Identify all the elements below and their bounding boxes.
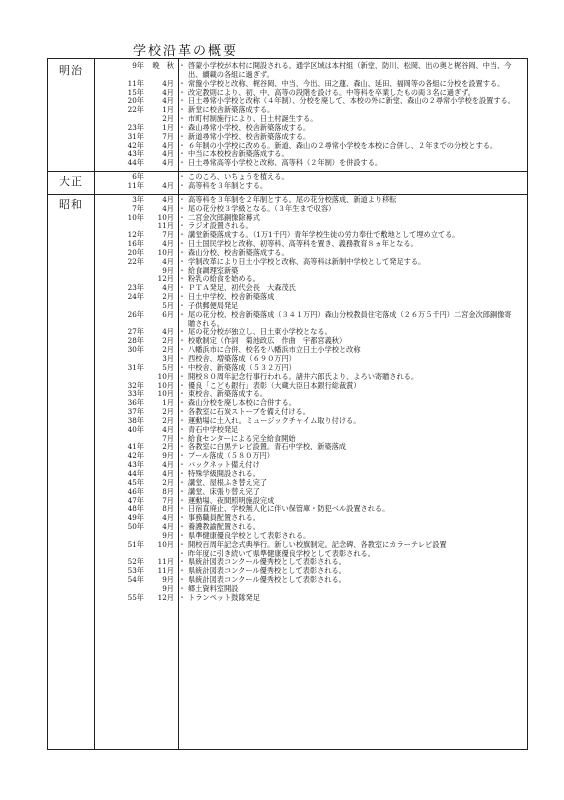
entry-month: 1月 [162,398,174,408]
entry-text: 常盤小学校と改称、梶谷岡、中当、今出、田之蓮、森山、延田、福岡等の各組に分校を設置する。 [188,78,505,88]
entry-month: 7月 [162,131,174,141]
entry-month: 4月 [162,203,174,213]
entry-text: 日土中学校、校舎新築落成 [188,292,275,302]
bullet-mark: ・ [178,180,186,190]
entry-text: 中当に本校校舎新築落成する。 [188,149,289,159]
entry-year: 3年 [132,194,144,204]
entry-month: 10月 [157,539,174,549]
entry-text: 青石中学校発足 [188,424,239,434]
bullet-mark: ・ [178,442,186,452]
entry-year: 52年 [127,557,144,567]
bullet-mark: ・ [178,149,186,159]
entry-text: 昨年度に引き続いて県準健康優良学校として表彰される。 [188,548,375,558]
entry-year: 36年 [127,398,144,408]
entry-year: 22年 [127,105,144,115]
entry-month: 8月 [162,504,174,514]
bullet-mark: ・ [178,380,186,390]
entry-text: このころ、いちょうを植える。 [188,172,289,182]
history-entry [48,293,527,302]
history-entry [48,62,527,80]
entry-text: 給食調理室新築 [188,265,239,275]
entry-month: 2月 [162,442,174,452]
era-separator [48,171,527,172]
bullet-mark: ・ [178,221,186,231]
entry-month: 1月 [162,105,174,115]
entry-text: 各教室に白黒テレビ設置。青石中学校、新築落成 [188,442,346,452]
bullet-mark: ・ [178,256,186,266]
entry-year [48,267,146,276]
era-spacer [48,603,527,608]
history-entry [48,452,527,461]
entry-month: 4月 [162,194,174,204]
entry-month: 4月 [162,239,174,249]
bullet-mark: ・ [178,212,186,222]
history-entry [48,514,527,523]
bullet-mark: ・ [178,172,186,182]
bullet-mark: ・ [178,239,186,249]
bullet-mark: ・ [178,539,186,549]
entry-text: 粉乳の給食を始める。 [188,274,260,284]
entry-month: 4月 [162,283,174,293]
bullet-mark: ・ [178,158,186,168]
entry-year: 50年 [127,522,144,532]
entry-year: 23年 [127,283,144,293]
entry-text: 尾の花分校が独立し、日土東小学校となる。 [188,327,332,337]
bullet-mark: ・ [178,592,186,602]
entry-year: 54年 [127,575,144,585]
history-entry [48,505,527,514]
entry-month: 8月 [162,486,174,496]
entry-year: 44年 [127,158,144,168]
entry-month: 3月 [162,354,174,363]
entry-year: 12年 [127,230,144,240]
bullet-mark: ・ [178,131,186,141]
entry-month: 4月 [162,87,174,97]
entry-year: 31年 [127,131,144,141]
entry-year: 49年 [127,513,144,523]
entry-year: 42年 [127,140,144,150]
entry-text: 県統計図表コンクール優秀校として表彰される。 [188,557,346,567]
entry-text: 新堂に校舎新築落成する。 [188,105,275,115]
era-label: 昭和 [59,198,83,211]
entry-month: 10月 [157,389,174,399]
entry-text: 運動場に土入れ。ミュージックチャイム取り付ける。 [188,415,361,425]
entry-month: 4月 [162,522,174,532]
history-entry [48,205,527,214]
bullet-mark: ・ [178,247,186,257]
entry-text: 二宮金次郎銅像除幕式 [188,212,260,222]
entry-year: 9年 [132,61,144,70]
entry-text: 改定教則により、初、中、高等の段階を設ける。中等科を卒業したもの両３名に過ぎず。 [188,87,475,97]
entry-month: 4月 [162,468,174,478]
bullet-mark: ・ [178,389,186,399]
entry-month: 7月 [162,230,174,240]
bullet-mark: ・ [178,415,186,425]
entry-text: 県準健康優良学校として表彰される。 [188,530,311,540]
bullet-mark: ・ [178,87,186,97]
bullet-mark: ・ [178,583,186,593]
entry-text: 運動場、夜間照明施設完成 [188,495,275,505]
entry-year: 40年 [127,424,144,434]
era-separator [48,194,527,195]
entry-text: 校歌制定（作詞 菊池政広 作曲 宇都宮義秋） [188,336,347,346]
entry-month: 晩 秋 [152,61,174,70]
bullet-mark: ・ [178,433,186,443]
entry-text: 森山分校を廃し本校に合併する。 [188,398,296,408]
entry-month: 10月 [157,380,174,390]
bullet-mark: ・ [178,114,186,124]
entry-text: 各教室に石炭ストーブを備え付ける。 [188,407,310,417]
history-entry [48,461,527,470]
entry-text: 日土尋常小学校と改称（４年制）、分校を廃して、本校の外に新堂、森山の２尋常小学校を設置する。 [188,96,515,106]
history-entry [48,443,527,452]
bullet-mark: ・ [178,336,186,346]
entry-month: 1月 [162,122,174,132]
entry-text: 県統計図表コンクール優秀校として表彰される。 [188,575,346,585]
history-entry [48,417,527,426]
history-entry [48,311,527,329]
history-entry [48,97,527,106]
entry-month: 4月 [162,158,174,168]
history-entry [48,258,527,267]
entry-year: 10年 [127,212,144,222]
bullet-mark: ・ [178,61,186,70]
entry-year: 28年 [127,336,144,346]
entry-text: 西校舎、増築落成（６９０万円） [188,354,296,363]
entry-month: 4月 [162,78,174,88]
bullet-mark: ・ [178,265,186,275]
entry-month: 5月 [162,362,174,372]
entry-year: 16年 [127,239,144,249]
bullet-mark: ・ [178,78,186,88]
bullet-mark: ・ [178,354,186,363]
entry-text: 郷土資料室開設 [188,583,239,593]
entry-month: 9月 [162,265,174,275]
entry-month: 9月 [162,583,174,593]
entry-text: 事務職員配置される。 [188,513,260,523]
entry-text: 開校８０周年記念行事行われる。諸井六郎氏より、よろい寄贈される。 [188,371,419,381]
bullet-mark: ・ [178,371,186,381]
entry-month: 2月 [162,345,174,355]
history-entry [48,267,527,276]
history-entry [48,159,527,168]
bullet-mark: ・ [178,96,186,106]
entry-year: 38年 [127,415,144,425]
bullet-mark: ・ [178,522,186,532]
bullet-mark: ・ [178,309,186,319]
entry-month: 2月 [162,292,174,302]
entry-text: 特殊学級開設される。 [188,468,260,478]
entry-month: 4月 [162,256,174,266]
entry-year: 33年 [127,389,144,399]
bullet-mark: ・ [178,300,186,310]
entry-month: 6月 [162,309,174,319]
entry-year: 20年 [127,247,144,257]
entry-year: 43年 [127,149,144,159]
entry-text: 講堂新築落成する。（1万1千円）青年学校生徒の労力奉仕で敷地として埋め立てる。 [188,230,460,240]
entry-month: 4月 [162,96,174,106]
entry-month: 10月 [157,371,174,381]
entry-month: 11月 [157,557,174,567]
entry-year: 47年 [127,495,144,505]
bullet-mark: ・ [178,230,186,240]
history-entry [48,488,527,497]
entry-month: 2月 [162,114,174,124]
entry-text: 尾の花分校３学級となる。（３年生まで収容） [188,203,336,213]
entry-text: 新道尋常小学校、校舎新築落成する。 [188,131,311,141]
history-entry [48,214,527,223]
bullet-mark: ・ [178,292,186,302]
era-label: 大正 [59,175,83,188]
entry-year: 26年 [127,309,144,319]
entry-year: 11年 [127,180,144,190]
entry-year: 44年 [127,468,144,478]
bullet-mark: ・ [178,495,186,505]
history-entry [48,182,527,191]
entry-text: 八幡浜市に合併、校名を八幡浜市立日土小学校と改称 [188,345,361,355]
history-rows [48,62,527,608]
entry-month: 4月 [162,180,174,190]
entry-month: 12月 [157,274,174,284]
era-label: 明治 [59,64,83,77]
bullet-mark: ・ [178,451,186,461]
entry-text: 給食センターによる完全給食開始 [188,433,296,443]
bullet-mark: ・ [178,424,186,434]
history-entry [48,382,527,391]
entry-year: 48年 [127,504,144,514]
entry-month: 12月 [157,592,174,602]
entry-year: 32年 [127,380,144,390]
bullet-mark: ・ [178,140,186,150]
bullet-mark: ・ [178,468,186,478]
entry-year: 15年 [127,87,144,97]
entry-month: 4月 [162,140,174,150]
entry-year: 55年 [127,592,144,602]
entry-month: 2月 [162,477,174,487]
entry-text: 講堂、床張り替え完了 [188,486,260,496]
bullet-mark: ・ [178,203,186,213]
entry-text: 県統計図表コンクール優秀校として表彰される。 [188,566,346,576]
entry-text: 東校舎、新築落成する。 [188,389,268,399]
entry-year: 51年 [127,539,144,549]
page-title: 学校沿革の概要 [133,44,239,59]
entry-year: 11年 [127,78,144,88]
entry-text: ラジオ設置される。 [188,221,253,231]
bullet-mark: ・ [178,274,186,284]
entry-year: 27年 [127,327,144,337]
entry-text: バックネット備え付け [188,460,260,470]
entry-month: 10月 [157,247,174,257]
history-entry [48,585,527,594]
entry-year: 7年 [132,203,144,213]
bullet-mark: ・ [178,194,186,204]
bullet-mark: ・ [178,362,186,372]
entry-month: 9月 [162,575,174,585]
entry-month: 9月 [162,451,174,461]
entry-year: 45年 [127,477,144,487]
entry-year: 30年 [127,345,144,355]
bullet-mark: ・ [178,530,186,540]
history-entry [48,173,527,182]
entry-month: 4月 [162,149,174,159]
entry-month: 2月 [162,336,174,346]
entry-month: 10月 [157,212,174,222]
bullet-mark: ・ [178,398,186,408]
entry-text: 啓蒙小学校が本村に開設される。通学区域は本村組（新堂、防川、松岡、出の奥と梶谷岡、中当、今出、續載の各組に過ぎず。 [188,61,512,79]
bullet-mark: ・ [178,327,186,337]
entry-text: ６年制の小学校に改める。新道、森山の２尋常小学校を本校に合併し、２年までの分校とする。 [188,140,498,150]
entry-text: 講堂、屋根ふき替え完了 [188,477,268,487]
history-entry [48,594,527,603]
entry-text: 子供郵便局発足 [188,300,239,310]
bullet-mark: ・ [178,122,186,132]
bullet-mark: ・ [178,575,186,585]
entry-month: 9月 [162,530,174,540]
entry-text: 学制改革により日土小学校と改称、高等科は新制中学校として発足する。 [188,256,426,266]
entry-month: 4月 [162,424,174,434]
entry-text: 日土尋常高等小学校と改称、高等科（２年制）を併設する。 [188,158,383,168]
history-entry [48,576,527,585]
bullet-mark: ・ [178,105,186,115]
history-entry [48,470,527,479]
history-table [47,58,528,750]
bullet-mark: ・ [178,407,186,417]
entry-year: 20年 [127,96,144,106]
entry-month: 2月 [162,415,174,425]
history-entry [48,284,527,293]
bullet-mark: ・ [178,486,186,496]
entry-year: 41年 [127,442,144,452]
entry-month: 7月 [162,495,174,505]
entry-text: 日宿直廃止、学校無人化に伴い保管庫・防犯ベル設置される。 [188,504,390,514]
entry-text: プール落成（５８０万円） [188,451,274,461]
bullet-mark: ・ [178,566,186,576]
history-entry [48,479,527,488]
entry-month: 2月 [162,407,174,417]
entry-year: 53年 [127,566,144,576]
bullet-mark: ・ [178,283,186,293]
bullet-mark: ・ [178,345,186,355]
entry-text: 市町村制施行により、日土村誕生する。 [188,114,318,124]
entry-year: 22年 [127,256,144,266]
entry-year: 23年 [127,122,144,132]
entry-year: 24年 [127,292,144,302]
entry-month: 4月 [162,460,174,470]
entry-text: 高等科を３年制を２年制とする。尾の花分校落成、新道より移転 [188,194,397,204]
entry-text: 高等科を３年制とする。 [188,180,268,190]
entry-month: 4月 [162,513,174,523]
entry-text: ＰＴＡ発足、初代会長 大森茂氏 [188,283,296,293]
entry-year: 46年 [127,486,144,496]
bullet-mark: ・ [178,513,186,523]
bullet-mark: ・ [178,504,186,514]
bullet-mark: ・ [178,460,186,470]
entry-month: 11月 [157,221,174,231]
entry-month: 11月 [157,566,174,576]
entry-text: トランペット鼓隊発足 [188,592,260,602]
bullet-mark: ・ [178,548,186,558]
entry-text: 森山分校、校舎新築落成する。 [188,247,289,257]
entry-year: 42年 [127,451,144,461]
entry-text: 中校舎、新築落成（５３２万円） [188,362,296,372]
entry-year: 37年 [127,407,144,417]
entry-text: 尾の花分校、校舎新築落成（３４１万円）森山分校教員住宅落成（２６万５千円）二宮金次郎銅像寄贈される。 [188,309,512,328]
entry-text: 優良「こども銀行」表彰（大蔵大臣日本銀行総裁賞） [188,380,361,390]
entry-month: 4月 [162,327,174,337]
entry-text: 日土国民学校と改称、初等科、高等科を置き、義務教育８ヵ年となる。 [188,239,418,249]
entry-month: 7月 [162,433,174,443]
entry-text: 森山尋常小学校、校舎新築落成する。 [188,122,311,132]
entry-year: 43年 [127,460,144,470]
bullet-mark: ・ [178,477,186,487]
entry-year: 6年 [132,172,144,182]
entry-month: 5月 [162,300,174,310]
bullet-mark: ・ [178,557,186,567]
entry-text: 養護教諭配置される。 [188,522,260,532]
entry-text: 開校百周年記念式典挙行。新しい校旗制定。記念碑、各教室にカラーテレビ設置 [188,539,447,549]
entry-year: 31年 [127,362,144,372]
